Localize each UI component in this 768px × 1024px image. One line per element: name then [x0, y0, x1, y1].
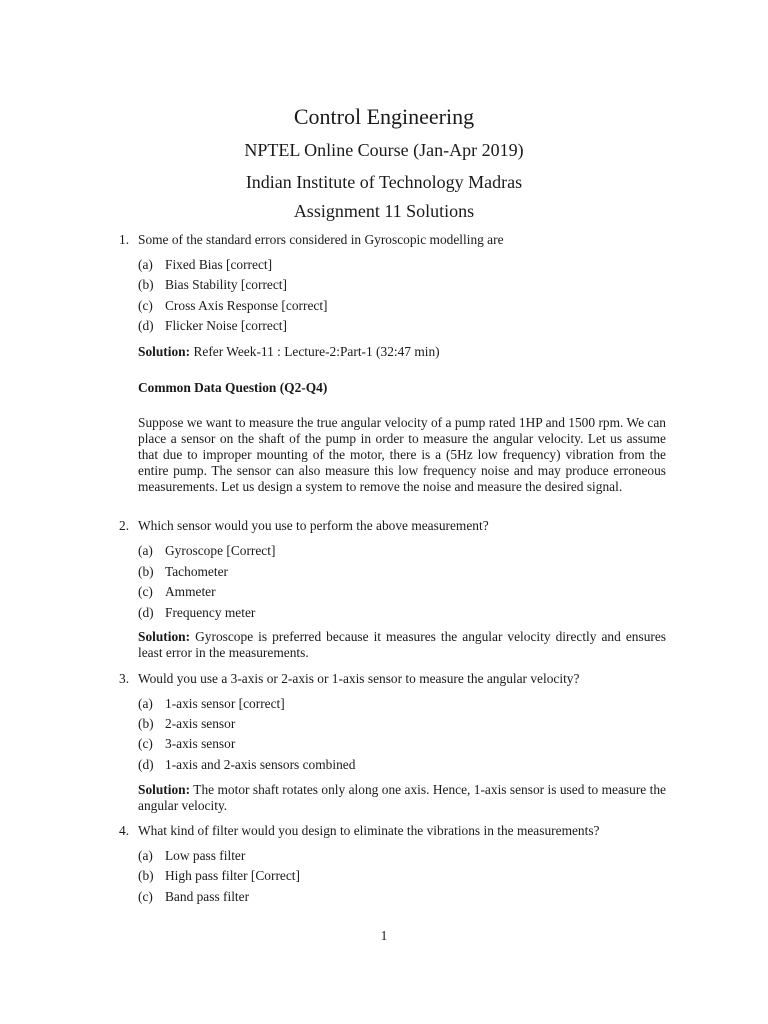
document-title: Control Engineering — [293, 104, 475, 129]
q2-option-d-label: (d) — [138, 605, 154, 620]
q1-option-d-text: Flicker Noise [correct] — [165, 318, 287, 333]
page-number: 1 — [380, 928, 388, 943]
q2-solution-text: Gyroscope is preferred because it measures the angular velocity directly and ensures least error in the measurements. — [138, 629, 666, 660]
q1-solution-text: Refer Week-11 : Lecture-2:Part-1 (32:47 min) — [193, 344, 440, 359]
q1-solution-label: Solution: — [138, 344, 191, 359]
q2-option-c-text: Ammeter — [165, 584, 216, 599]
q2-option-a-label: (a) — [138, 543, 153, 558]
q1-option-b-label: (b) — [138, 277, 154, 292]
q1-option-c-text: Cross Axis Response [correct] — [165, 298, 328, 313]
q3-option-d-text: 1-axis and 2-axis sensors combined — [165, 757, 356, 772]
q2-option-b-text: Tachometer — [165, 564, 229, 579]
q3-option-c-label: (c) — [138, 736, 153, 751]
common-data-paragraph: Suppose we want to measure the true angular velocity of a pump rated 1HP and 1500 rpm. We can place a sensor on the shaft of the pump in order to measure the angular velocity. Let us assume that due to improper mounting of the motor, there is a (5Hz low frequency) vibration from the entire pump. The sensor can also measure this low frequency noise and may produce erroneous measurements. Let us design a system to remove the noise and measure the desired signal. — [138, 415, 666, 494]
q3-solution-text: The motor shaft rotates only along one axis. Hence, 1-axis sensor is used to measure the angular velocity. — [138, 782, 666, 813]
q3-solution-label: Solution: — [138, 782, 191, 797]
question-4-text: What kind of filter would you design to eliminate the vibrations in the measurements? — [138, 823, 600, 838]
question-1-text: Some of the standard errors considered in Gyroscopic modelling are — [138, 232, 504, 247]
question-3-number: 3. — [119, 671, 130, 686]
q3-option-b-label: (b) — [138, 716, 154, 731]
q1-option-b-text: Bias Stability [correct] — [165, 277, 287, 292]
question-3-text: Would you use a 3-axis or 2-axis or 1-axis sensor to measure the angular velocity? — [138, 671, 580, 686]
q1-option-c-label: (c) — [138, 298, 153, 313]
q3-option-a-label: (a) — [138, 696, 153, 711]
q3-option-b-text: 2-axis sensor — [165, 716, 236, 731]
question-4-number: 4. — [119, 823, 130, 838]
q3-option-a-text: 1-axis sensor [correct] — [165, 696, 285, 711]
q2-solution-label: Solution: — [138, 629, 191, 644]
q2-option-c-label: (c) — [138, 584, 153, 599]
q4-option-a-text: Low pass filter — [165, 848, 246, 863]
q4-option-a-label: (a) — [138, 848, 153, 863]
q1-option-a-text: Fixed Bias [correct] — [165, 257, 273, 272]
q3-option-d-label: (d) — [138, 757, 154, 772]
q2-option-b-label: (b) — [138, 564, 154, 579]
q4-option-b-label: (b) — [138, 868, 154, 883]
common-data-heading: Common Data Question (Q2-Q4) — [138, 380, 328, 395]
q4-option-c-text: Band pass filter — [165, 889, 250, 904]
q1-option-d-label: (d) — [138, 318, 154, 333]
q2-solution — [138, 629, 666, 661]
question-1-number: 1. — [119, 232, 130, 247]
institute-name: Indian Institute of Technology Madras — [245, 172, 523, 192]
q3-option-c-text: 3-axis sensor — [165, 736, 236, 751]
q3-solution — [138, 782, 666, 814]
q1-option-a-label: (a) — [138, 257, 153, 272]
q2-option-a-text: Gyroscope [Correct] — [165, 543, 276, 558]
q4-option-c-label: (c) — [138, 889, 153, 904]
question-2-text: Which sensor would you use to perform the above measurement? — [138, 518, 489, 533]
assignment-title: Assignment 11 Solutions — [293, 201, 475, 221]
course-name: NPTEL Online Course (Jan-Apr 2019) — [244, 140, 524, 160]
question-2-number: 2. — [119, 518, 130, 533]
q2-option-d-text: Frequency meter — [165, 605, 256, 620]
q1-solution — [138, 344, 666, 360]
q4-option-b-text: High pass filter [Correct] — [165, 868, 300, 883]
